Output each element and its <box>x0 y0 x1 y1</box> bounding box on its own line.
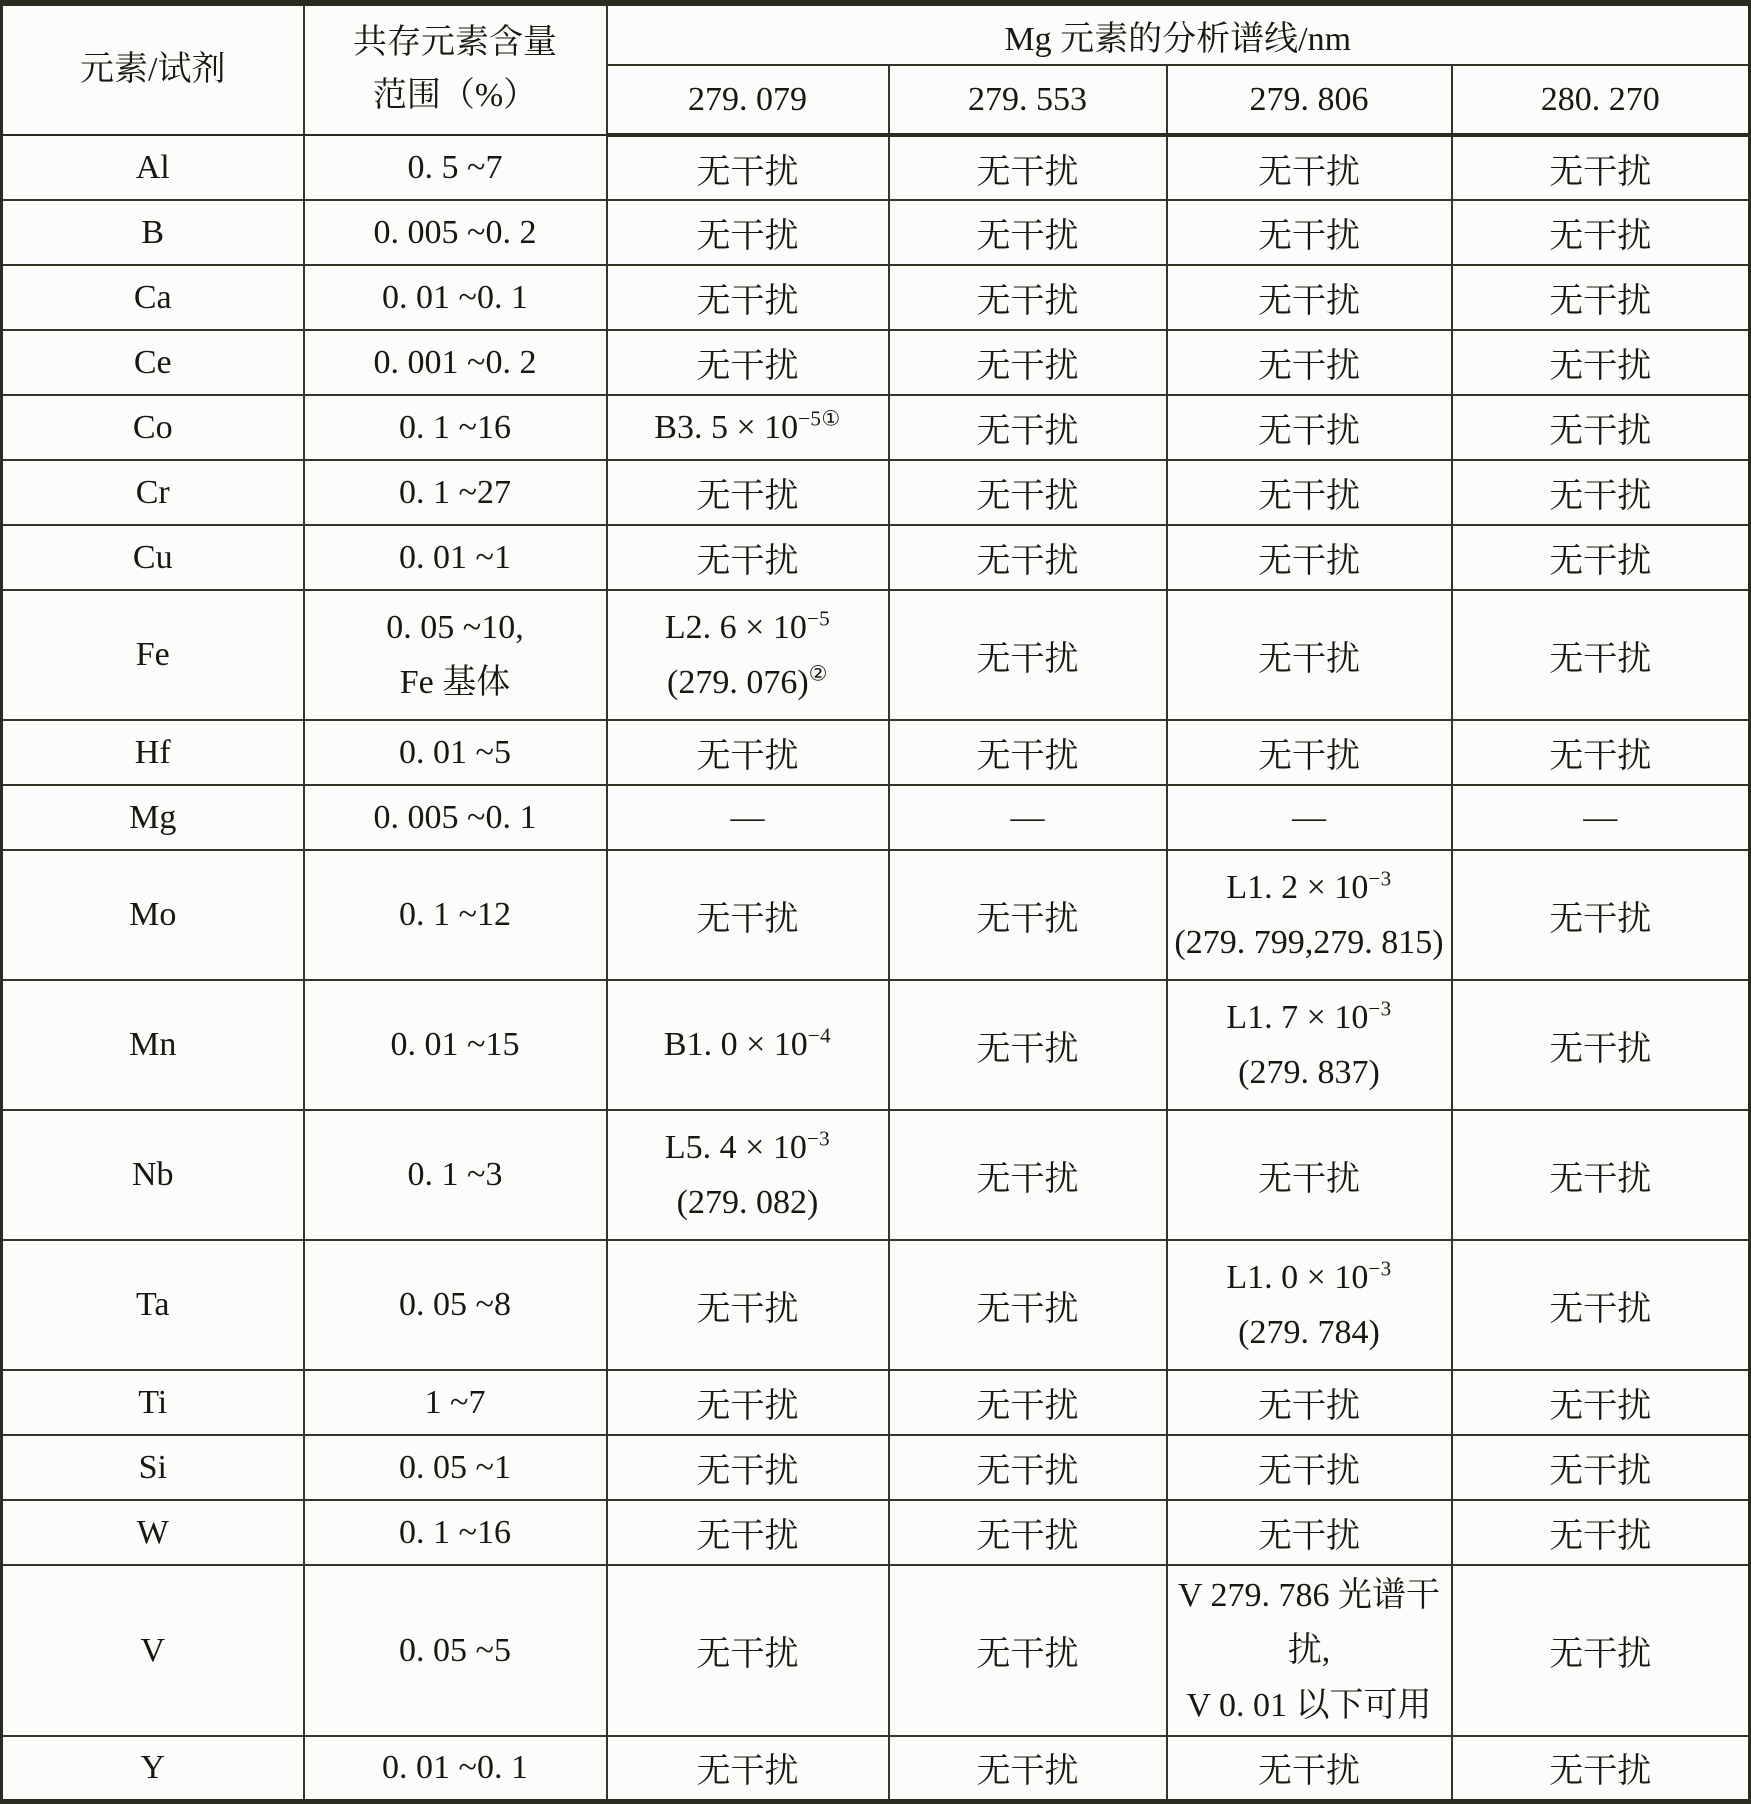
cell-text: L5. 4 × 10 <box>664 1128 807 1166</box>
element-cell: Nb <box>2 1110 304 1240</box>
header-wavelength: 280. 270 <box>1452 65 1750 135</box>
header-wavelength: 279. 806 <box>1167 65 1452 135</box>
interference-cell <box>607 980 889 1110</box>
superscript: −3 <box>1368 996 1392 1021</box>
interference-cell: 无干扰 <box>1452 265 1750 330</box>
interference-cell: 无干扰 <box>889 980 1167 1110</box>
superscript: −3 <box>1368 1256 1392 1281</box>
superscript: −4 <box>807 1024 832 1049</box>
interference-cell: 无干扰 <box>1452 1110 1750 1240</box>
interference-cell: 无干扰 <box>889 265 1167 330</box>
interference-cell: 无干扰 <box>607 1565 889 1736</box>
interference-cell: 无干扰 <box>1452 200 1750 265</box>
interference-cell: 无干扰 <box>1452 980 1750 1110</box>
interference-cell: 无干扰 <box>607 1240 889 1370</box>
element-cell: W <box>2 1500 304 1565</box>
interference-cell: 无干扰 <box>889 720 1167 785</box>
table-row <box>2 1500 1750 1565</box>
cell-text: L1. 2 × 10 <box>1226 868 1369 906</box>
cell-line <box>1174 1568 1445 1678</box>
interference-cell: 无干扰 <box>1452 1240 1750 1370</box>
element-cell: Ca <box>2 265 304 330</box>
header-row-1 <box>2 3 1750 65</box>
interference-cell: 无干扰 <box>889 395 1167 460</box>
cell-line <box>1174 1045 1445 1100</box>
element-cell: Hf <box>2 720 304 785</box>
interference-cell <box>607 395 889 460</box>
header-wavelength: 279. 079 <box>607 65 889 135</box>
cell-line <box>614 1175 882 1230</box>
cell-text: (279. 799,279. 815) <box>1174 924 1444 961</box>
interference-cell: — <box>607 785 889 850</box>
range-cell: 0. 05 ~5 <box>304 1565 607 1736</box>
cell-text: B1. 0 × 10 <box>663 1026 808 1064</box>
interference-cell <box>1167 980 1452 1110</box>
interference-cell: 无干扰 <box>1167 265 1452 330</box>
cell-line <box>614 1120 882 1175</box>
superscript: ② <box>808 661 828 686</box>
header-element <box>2 3 304 135</box>
superscript: −3 <box>806 1126 831 1151</box>
interference-cell: 无干扰 <box>1452 460 1750 525</box>
interference-cell: 无干扰 <box>1452 1500 1750 1565</box>
interference-cell: 无干扰 <box>889 1736 1167 1801</box>
interference-cell: 无干扰 <box>607 1736 889 1801</box>
cell-text: L1. 0 × 10 <box>1226 1258 1369 1296</box>
table-row <box>2 330 1750 395</box>
superscript: −5① <box>798 406 841 431</box>
element-cell: Co <box>2 395 304 460</box>
element-cell: Al <box>2 135 304 200</box>
range-cell: 0. 1 ~12 <box>304 850 607 980</box>
interference-cell <box>1167 1565 1452 1736</box>
interference-cell: 无干扰 <box>889 1370 1167 1435</box>
cell-line <box>614 1017 882 1072</box>
interference-cell: 无干扰 <box>607 460 889 525</box>
interference-cell: 无干扰 <box>607 525 889 590</box>
range-cell: 0. 1 ~16 <box>304 1500 607 1565</box>
cell-line <box>1174 1250 1445 1305</box>
header-range <box>304 3 607 135</box>
interference-cell: 无干扰 <box>1452 135 1750 200</box>
interference-cell: 无干扰 <box>1452 850 1750 980</box>
interference-cell: 无干扰 <box>889 590 1167 720</box>
interference-cell: 无干扰 <box>607 1435 889 1500</box>
table-row <box>2 980 1750 1110</box>
interference-cell: 无干扰 <box>1167 720 1452 785</box>
cell-line <box>1174 915 1445 970</box>
element-cell: Mo <box>2 850 304 980</box>
header-mg-lines: Mg 元素的分析谱线/nm <box>607 3 1750 65</box>
interference-cell: 无干扰 <box>607 265 889 330</box>
range-cell: 0. 01 ~1 <box>304 525 607 590</box>
cell-text: (279. 837) <box>1238 1054 1380 1091</box>
cell-text: (279. 076) <box>667 664 809 701</box>
cell-line <box>1174 990 1445 1045</box>
range-cell: 0. 1 ~3 <box>304 1110 607 1240</box>
interference-cell: 无干扰 <box>607 330 889 395</box>
interference-cell: 无干扰 <box>1167 1500 1452 1565</box>
table-row <box>2 395 1750 460</box>
interference-cell: 无干扰 <box>889 1500 1167 1565</box>
header-range-line2: 范围（%） <box>372 77 538 114</box>
interference-cell: 无干扰 <box>1452 395 1750 460</box>
interference-cell <box>607 590 889 720</box>
cell-text: V 0. 01 以下可用 <box>1186 1687 1432 1725</box>
interference-cell: — <box>1452 785 1750 850</box>
element-cell: Cu <box>2 525 304 590</box>
interference-cell: 无干扰 <box>1167 1736 1452 1801</box>
cell-line: Fe 基体 <box>399 664 511 701</box>
table-row <box>2 590 1750 720</box>
interference-cell: 无干扰 <box>607 720 889 785</box>
range-cell: 0. 5 ~7 <box>304 135 607 200</box>
table-row <box>2 1110 1750 1240</box>
element-cell: V <box>2 1565 304 1736</box>
interference-cell: 无干扰 <box>607 1370 889 1435</box>
cell-line <box>1174 860 1445 915</box>
interference-cell: 无干扰 <box>1452 1370 1750 1435</box>
interference-cell <box>1167 850 1452 980</box>
interference-cell: — <box>889 785 1167 850</box>
range-cell: 0. 05 ~1 <box>304 1435 607 1500</box>
interference-cell <box>607 1110 889 1240</box>
element-cell: Mg <box>2 785 304 850</box>
table-row <box>2 1736 1750 1801</box>
interference-cell: 无干扰 <box>1167 460 1452 525</box>
interference-cell: 无干扰 <box>889 460 1167 525</box>
cell-text: (279. 784) <box>1238 1314 1380 1351</box>
range-cell: 0. 001 ~0. 2 <box>304 330 607 395</box>
table-row <box>2 135 1750 200</box>
header-element-label: 元素/试剂 <box>80 50 226 88</box>
interference-cell: 无干扰 <box>1452 720 1750 785</box>
interference-cell: 无干扰 <box>889 1435 1167 1500</box>
table-row <box>2 1370 1750 1435</box>
cell-line: 0. 05 ~10, <box>386 608 524 646</box>
interference-cell: 无干扰 <box>889 135 1167 200</box>
interference-cell: 无干扰 <box>607 850 889 980</box>
interference-cell: 无干扰 <box>889 850 1167 980</box>
interference-cell: 无干扰 <box>1452 330 1750 395</box>
range-cell: 0. 05 ~8 <box>304 1240 607 1370</box>
interference-cell: 无干扰 <box>889 525 1167 590</box>
table-row <box>2 850 1750 980</box>
table-row <box>2 1240 1750 1370</box>
interference-cell: 无干扰 <box>1167 525 1452 590</box>
interference-cell: 无干扰 <box>1452 590 1750 720</box>
range-cell: 0. 01 ~5 <box>304 720 607 785</box>
interference-cell: 无干扰 <box>1452 1565 1750 1736</box>
element-cell: B <box>2 200 304 265</box>
interference-cell: 无干扰 <box>1167 1370 1452 1435</box>
interference-cell: 无干扰 <box>889 1110 1167 1240</box>
cell-line <box>614 655 882 710</box>
range-cell: 0. 1 ~16 <box>304 395 607 460</box>
element-cell: Si <box>2 1435 304 1500</box>
element-cell: Ta <box>2 1240 304 1370</box>
element-cell: Ti <box>2 1370 304 1435</box>
interference-cell: — <box>1167 785 1452 850</box>
interference-cell: 无干扰 <box>1167 330 1452 395</box>
cell-text: (279. 082) <box>676 1184 819 1221</box>
cell-text: L2. 6 × 10 <box>664 608 807 646</box>
interference-cell: 无干扰 <box>889 330 1167 395</box>
element-cell: Cr <box>2 460 304 525</box>
table-row <box>2 525 1750 590</box>
cell-line <box>1174 1305 1445 1360</box>
interference-cell: 无干扰 <box>1167 1110 1452 1240</box>
interference-cell: 无干扰 <box>1452 525 1750 590</box>
interference-cell: 无干扰 <box>607 1500 889 1565</box>
interference-cell: 无干扰 <box>1452 1435 1750 1500</box>
interference-cell: 无干扰 <box>1167 135 1452 200</box>
range-cell: 0. 005 ~0. 1 <box>304 785 607 850</box>
interference-cell: 无干扰 <box>889 1240 1167 1370</box>
header-wavelength: 279. 553 <box>889 65 1167 135</box>
cell-line <box>614 600 882 655</box>
interference-cell: 无干扰 <box>607 135 889 200</box>
range-cell: 0. 01 ~0. 1 <box>304 265 607 330</box>
range-cell <box>304 590 607 720</box>
header-range-line1: 共存元素含量 <box>353 24 557 62</box>
table-row <box>2 720 1750 785</box>
element-cell: Fe <box>2 590 304 720</box>
cell-line <box>614 400 882 455</box>
range-cell: 0. 1 ~27 <box>304 460 607 525</box>
range-cell: 1 ~7 <box>304 1370 607 1435</box>
element-cell: Y <box>2 1736 304 1801</box>
cell-text: L1. 7 × 10 <box>1226 998 1369 1036</box>
table-row <box>2 460 1750 525</box>
interference-cell <box>1167 1240 1452 1370</box>
cell-text: V 279. 786 光谱干扰, <box>1178 1577 1440 1670</box>
range-cell: 0. 005 ~0. 2 <box>304 200 607 265</box>
table-row <box>2 1435 1750 1500</box>
cell-text: B3. 5 × 10 <box>654 408 799 446</box>
element-cell: Mn <box>2 980 304 1110</box>
table-row <box>2 200 1750 265</box>
superscript: −3 <box>1368 866 1392 891</box>
interference-cell: 无干扰 <box>1167 1435 1452 1500</box>
interference-cell: 无干扰 <box>1167 590 1452 720</box>
cell-line <box>1174 1678 1445 1733</box>
table-row <box>2 785 1750 850</box>
interference-cell: 无干扰 <box>1452 1736 1750 1801</box>
range-cell: 0. 01 ~15 <box>304 980 607 1110</box>
interference-cell: 无干扰 <box>607 200 889 265</box>
element-cell: Ce <box>2 330 304 395</box>
interference-cell: 无干扰 <box>1167 395 1452 460</box>
interference-cell: 无干扰 <box>1167 200 1452 265</box>
interference-cell: 无干扰 <box>889 200 1167 265</box>
interference-cell: 无干扰 <box>889 1565 1167 1736</box>
range-cell: 0. 01 ~0. 1 <box>304 1736 607 1801</box>
table-row <box>2 265 1750 330</box>
table-row <box>2 1565 1750 1736</box>
superscript: −5 <box>806 606 831 631</box>
